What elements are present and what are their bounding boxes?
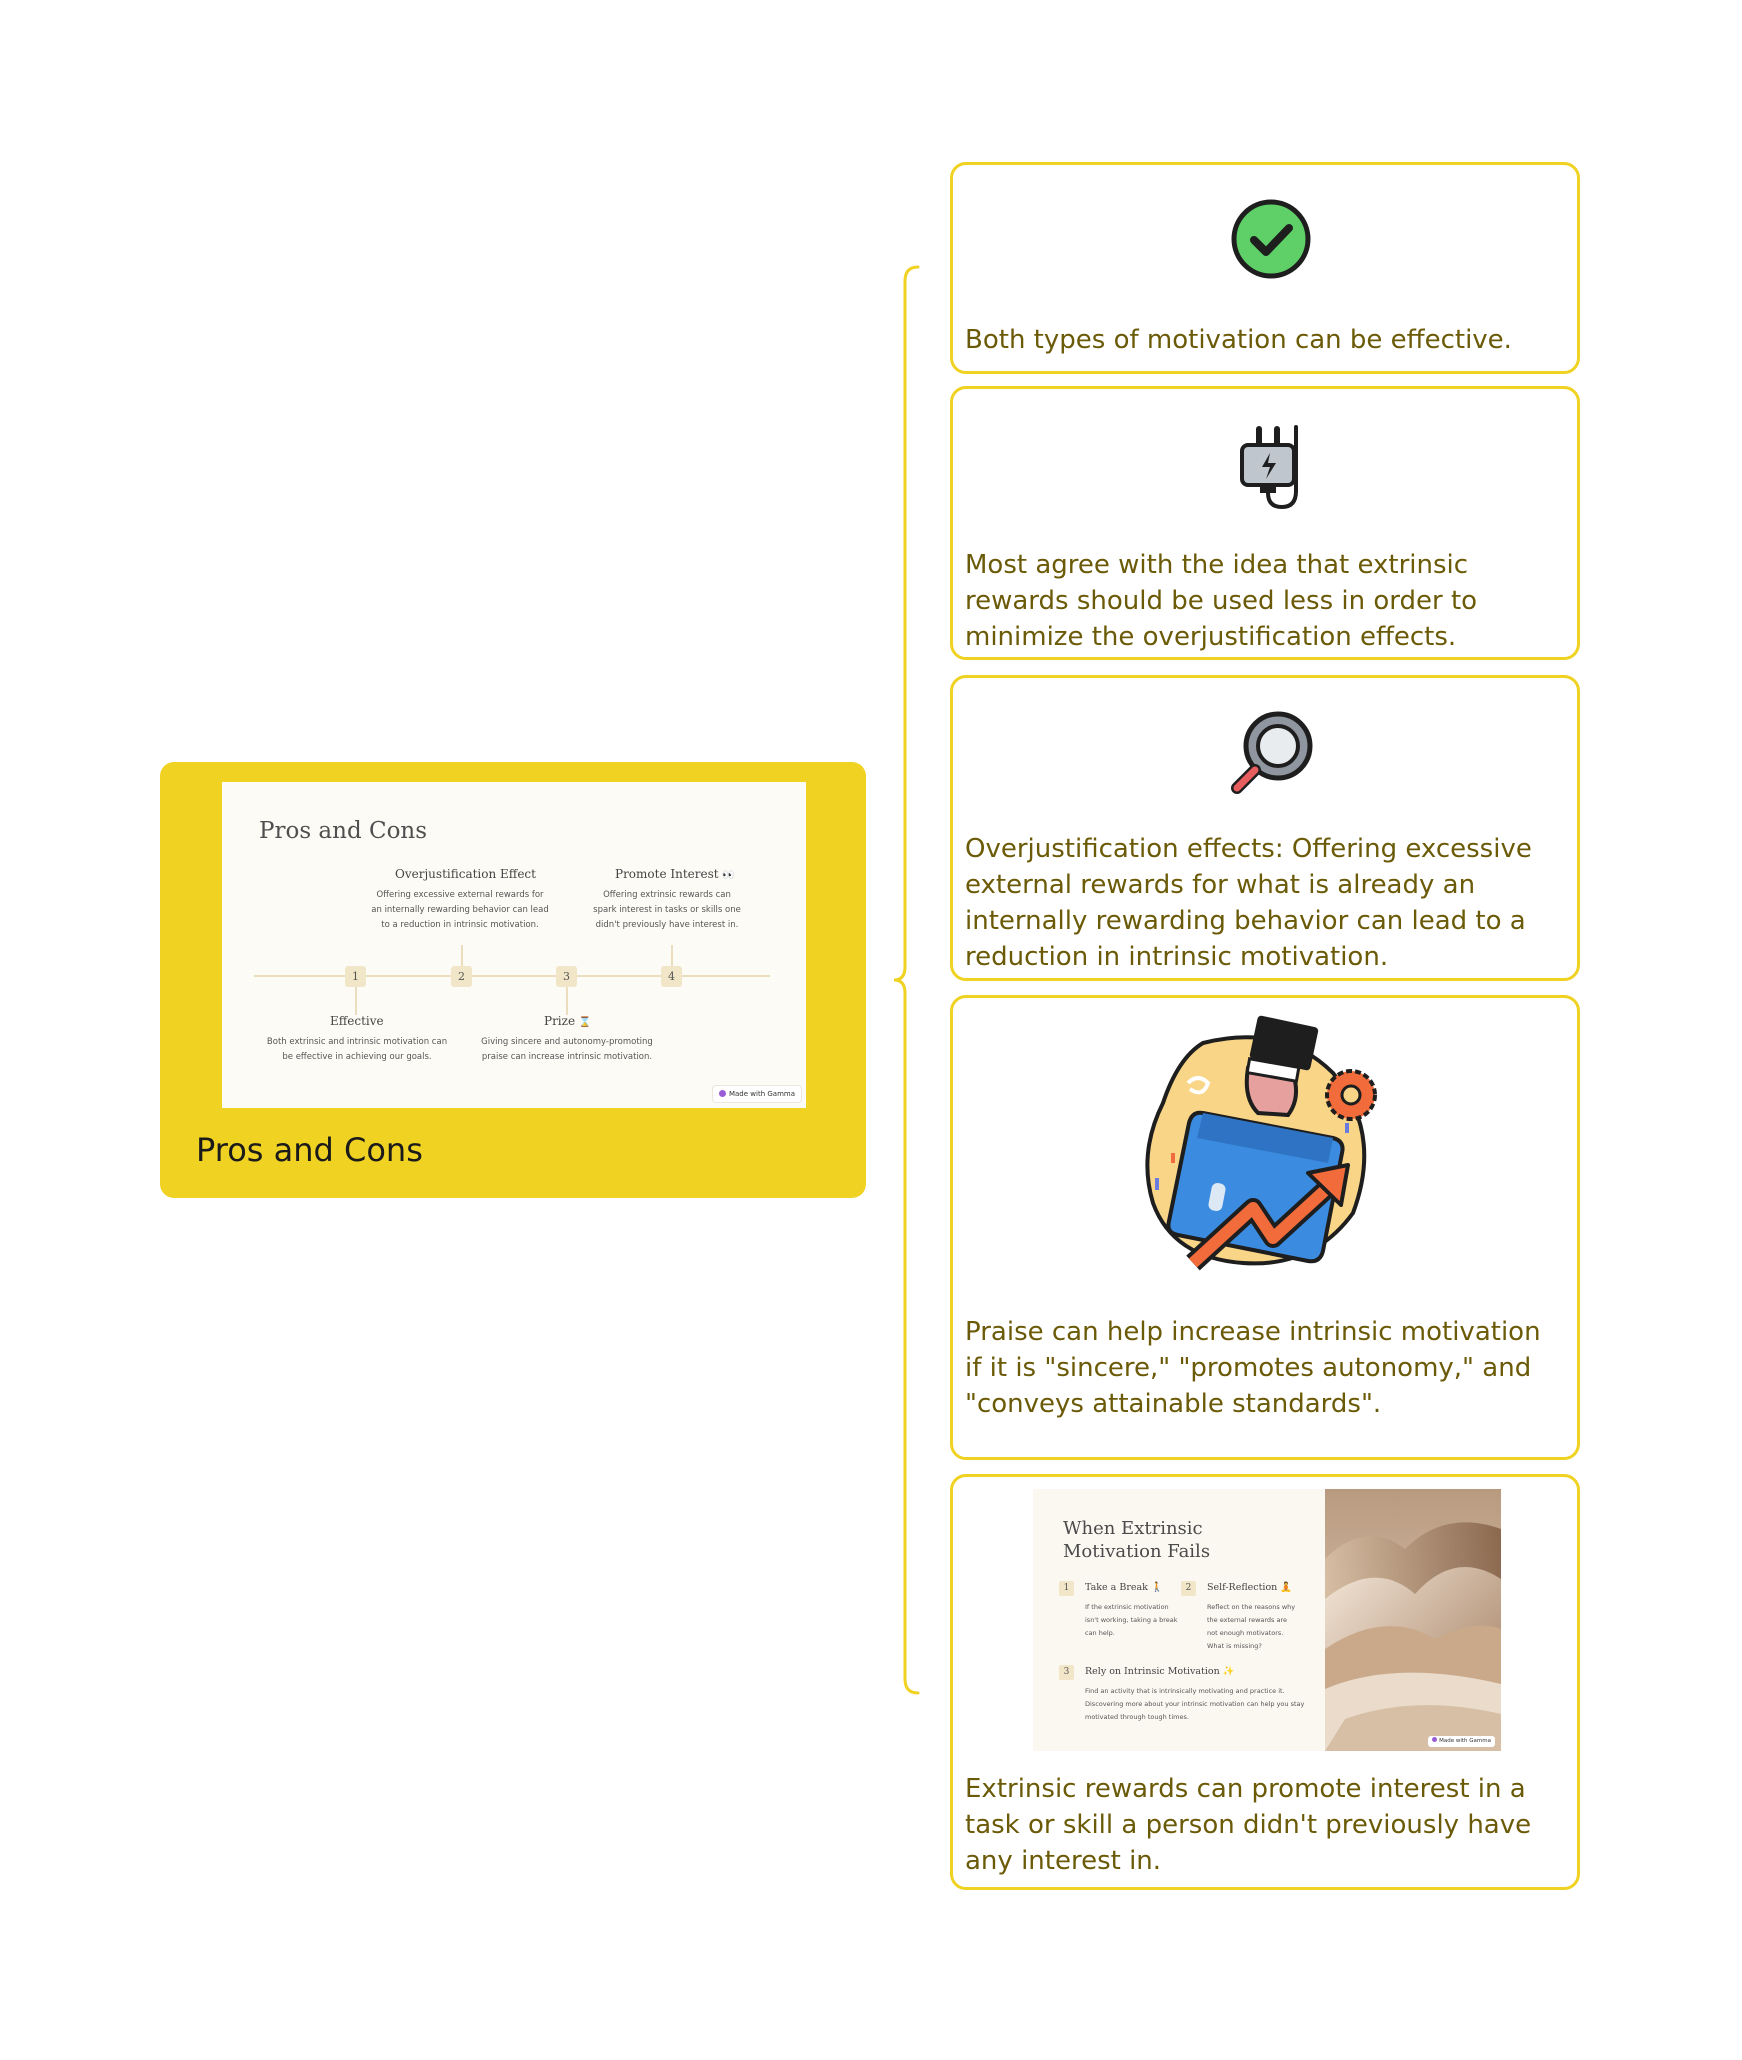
slide2-heading-1-label: Take a Break	[1085, 1582, 1148, 1593]
gamma-logo-icon	[719, 1090, 726, 1097]
badge2-label: Made with Gamma	[1439, 1738, 1491, 1744]
card-5-slide-thumbnail	[1033, 1489, 1501, 1751]
root-node-label: Pros and Cons	[196, 1131, 423, 1169]
timeline-text-3: Giving sincere and autonomy-promoting praise can increase intrinsic motivation.	[481, 1037, 653, 1062]
card-2-text: Most agree with the idea that extrinsic rewards should be used less in order to minimize the overjustification effects.	[965, 550, 1478, 652]
timeline-text-2: Offering excessive external rewards for an internally rewarding behavior can lead to a reduction in intrinsic motivation.	[371, 890, 549, 930]
card-5-text: Extrinsic rewards can promote interest in a task or skill a person didn't previously have any interest in.	[965, 1774, 1532, 1876]
timeline-text-1: Both extrinsic and intrinsic motivation can be effective in achieving our goals.	[266, 1037, 448, 1062]
timeline-number-2: 2	[451, 966, 472, 987]
child-card-1[interactable]	[950, 162, 1580, 374]
made-with-gamma-badge	[712, 1085, 802, 1103]
made-with-gamma-badge-2	[1428, 1736, 1495, 1747]
timeline-tick-3	[566, 985, 568, 1015]
eyes-icon: 👀	[722, 870, 735, 881]
check-circle-icon	[1231, 199, 1311, 279]
slide2-title	[1063, 1517, 1210, 1563]
child-card-2[interactable]	[950, 386, 1580, 660]
slide2-number-2: 2	[1181, 1581, 1196, 1596]
slide2-heading-3	[1085, 1666, 1235, 1677]
flower-icon	[1327, 1071, 1375, 1119]
branch-connector	[880, 260, 920, 1700]
child-card-3[interactable]	[950, 675, 1580, 981]
timeline-number-4: 4	[661, 966, 682, 987]
hourglass-icon: ⌛	[578, 1017, 592, 1028]
gamma-logo-icon-2	[1432, 1737, 1437, 1742]
slide2-heading-3-label: Rely on Intrinsic Motivation	[1085, 1666, 1220, 1677]
slide2-number-1: 1	[1059, 1581, 1074, 1596]
sparkles-icon: ✨	[1222, 1666, 1235, 1677]
desert-dunes-image	[1325, 1489, 1501, 1751]
timeline-text-4: Offering extrinsic rewards can spark interest in tasks or skills one didn't previously have interest in.	[593, 890, 741, 930]
timeline-heading-1: Effective	[330, 1014, 384, 1028]
meditation-icon: 🧘	[1280, 1582, 1293, 1593]
child-card-5[interactable]	[950, 1474, 1580, 1890]
slide2-heading-2-label: Self-Reflection	[1207, 1582, 1278, 1593]
timeline-tick-1	[355, 985, 357, 1015]
timeline-heading-4	[615, 867, 735, 881]
slide2-text-3: Find an activity that is intrinsically motivating and practice it. Discovering more about your intrinsic motivation can help you stay motivated through tough times.	[1085, 1687, 1305, 1721]
walking-icon: 🚶	[1150, 1582, 1163, 1593]
slide2-text-1: If the extrinsic motivation isn't working, taking a break can help.	[1085, 1603, 1178, 1637]
timeline-number-1: 1	[345, 966, 366, 987]
child-card-4[interactable]	[950, 995, 1580, 1460]
timeline-heading-3-label: Prize	[544, 1014, 576, 1028]
slide2-number-3: 3	[1059, 1665, 1074, 1680]
slide2-heading-2	[1207, 1582, 1292, 1593]
plug-icon	[1226, 421, 1316, 513]
briefcase-growth-icon	[1133, 1013, 1393, 1281]
root-slide-thumbnail	[222, 782, 806, 1108]
timeline-heading-3	[544, 1014, 591, 1028]
magnifier-icon	[1223, 708, 1319, 804]
slide2-title-line2: Motivation Fails	[1063, 1541, 1211, 1562]
badge-label: Made with Gamma	[728, 1090, 795, 1098]
card-1-text: Both types of motivation can be effective.	[965, 325, 1512, 355]
timeline-heading-4-label: Promote Interest	[615, 867, 719, 881]
timeline-heading-2: Overjustification Effect	[395, 867, 536, 881]
slide2-title-line1: When Extrinsic	[1063, 1518, 1203, 1539]
card-3-text: Overjustification effects: Offering excessive external rewards for what is already an internally rewarding behavior can lead to a reduction in intrinsic motivation.	[965, 834, 1532, 972]
card-4-text: Praise can help increase intrinsic motivation if it is "sincere," "promotes autonomy," and "conveys attainable standards".	[965, 1317, 1541, 1419]
slide2-heading-1	[1085, 1582, 1163, 1593]
root-node[interactable]	[160, 762, 866, 1198]
slide-title: Pros and Cons	[259, 818, 428, 844]
timeline-number-3: 3	[556, 966, 577, 987]
slide2-text-2: Reflect on the reasons why the external rewards are not enough motivators. What is missing?	[1207, 1603, 1296, 1650]
timeline-line	[254, 975, 770, 977]
